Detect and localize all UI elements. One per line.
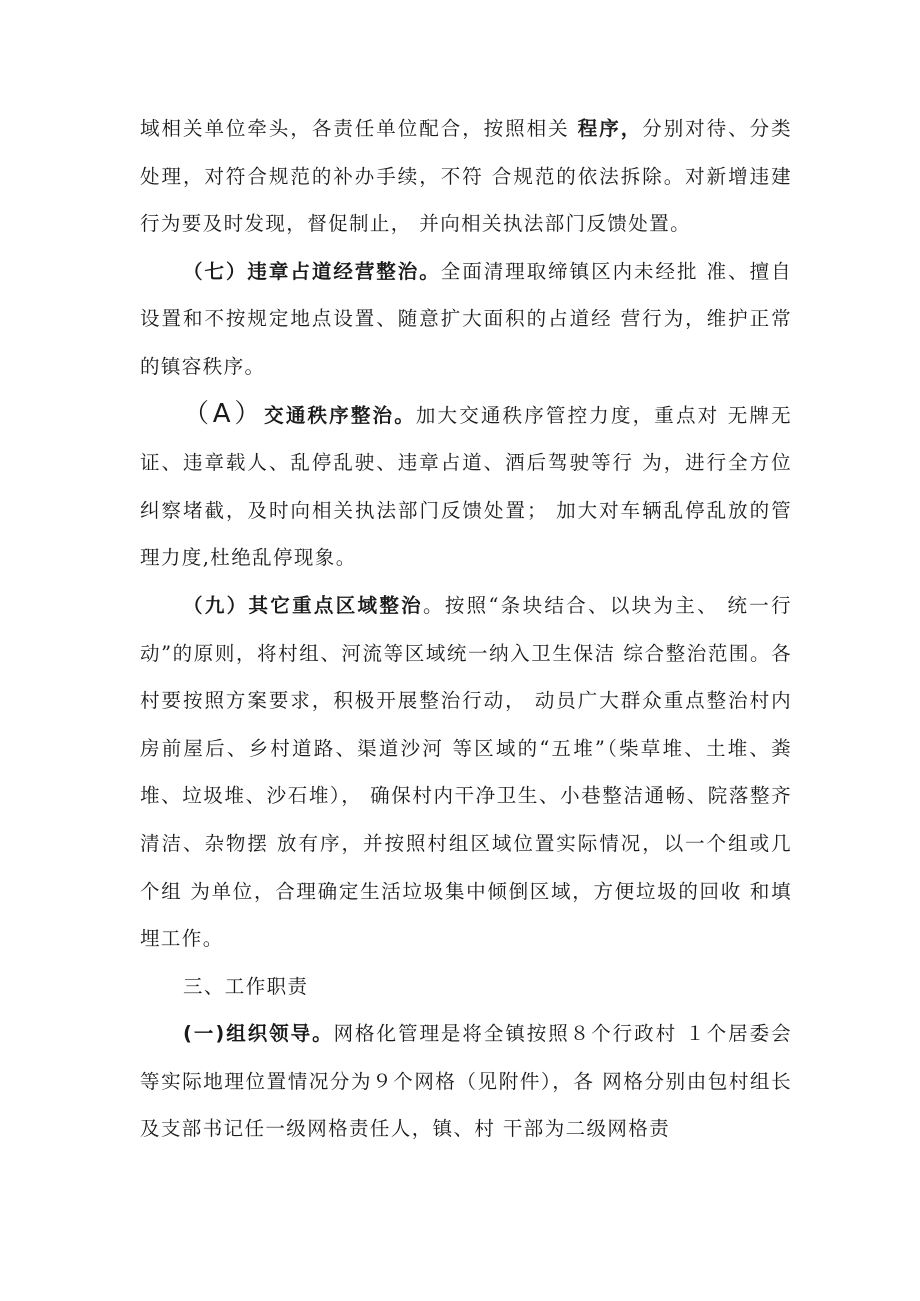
subheading-letter: A [212, 398, 234, 429]
document-body [140, 105, 792, 1153]
paragraph-text: 加大交通秩序管控力度，重点对 无牌无证、违章载人、乱停乱驶、违章占道、酒后驾驶等行 为，进行全方位纠察堵截，及时向相关执法部门反馈处置； 加大对车辆乱停乱放的管理力度,杜绝乱停现象。 [140, 403, 792, 570]
paragraph-text: 。按照“条块结合、以块为主、 统一行动”的原则，将村组、河流等区域统一纳入卫生保洁 综合整治范围。各村要按照方案要求，积极开展整治行动， 动员广大群众重点整治村内房前屋后、乡村道路、渠道沙河 等区域的“五堆”（柴草堆、土堆、粪堆、垃圾堆、沙石堆）， 确保村内干净卫生、小巷整洁通畅、院落整齐清洁、杂物摆 放有序，并按照村组区域位置实际情况，以一个组或几个组 为单位，合理确定生活垃圾集中倾倒区域，方便垃圾的回收 和填埋工作。 [140, 593, 792, 951]
paragraph-key-areas [140, 582, 792, 963]
subheading-bracket-open: （ [183, 398, 213, 429]
subheading-street-vending: （七）违章占道经营整治。 [183, 259, 441, 283]
paragraph-text: 网格化管理是将全镇按照８个行政村 １个居委会等实际地理位置情况分为９个网格（见附件），各 网格分别由包村组长及支部书记任一级网格责任人，镇、村 干部为二级网格责 [140, 1022, 793, 1141]
subheading-traffic-order: 交通秩序整治。 [264, 403, 416, 427]
subheading-organization: (一)组织领导。 [183, 1022, 334, 1046]
paragraph-text: 分别对待、分类处理，对符合规范的补办手续，不符 合规范的依法拆除。对新增违建行为要及时发现，督促制止， 并向相关执法部门反馈处置。 [140, 117, 792, 236]
bold-keyword-procedure: 程序， [577, 117, 643, 140]
paragraph-traffic-order [140, 391, 792, 582]
paragraph-organization [140, 1010, 792, 1153]
paragraph-text: 域相关单位牵头，各责任单位配合，按照相关 [140, 117, 578, 140]
paragraph-street-vending [140, 248, 792, 391]
section-title-duties: 三、工作职责 [183, 974, 309, 998]
paragraph-demolition-handling [140, 105, 792, 248]
subheading-key-areas: （九）其它重点区域整治 [183, 593, 424, 617]
subheading-bracket-close: ） [233, 398, 265, 429]
paragraph-text: 全面清理取缔镇区内未经批 准、擅自设置和不按规定地点设置、随意扩大面积的占道经 营行为，维护正常的镇容秩序。 [140, 259, 792, 378]
